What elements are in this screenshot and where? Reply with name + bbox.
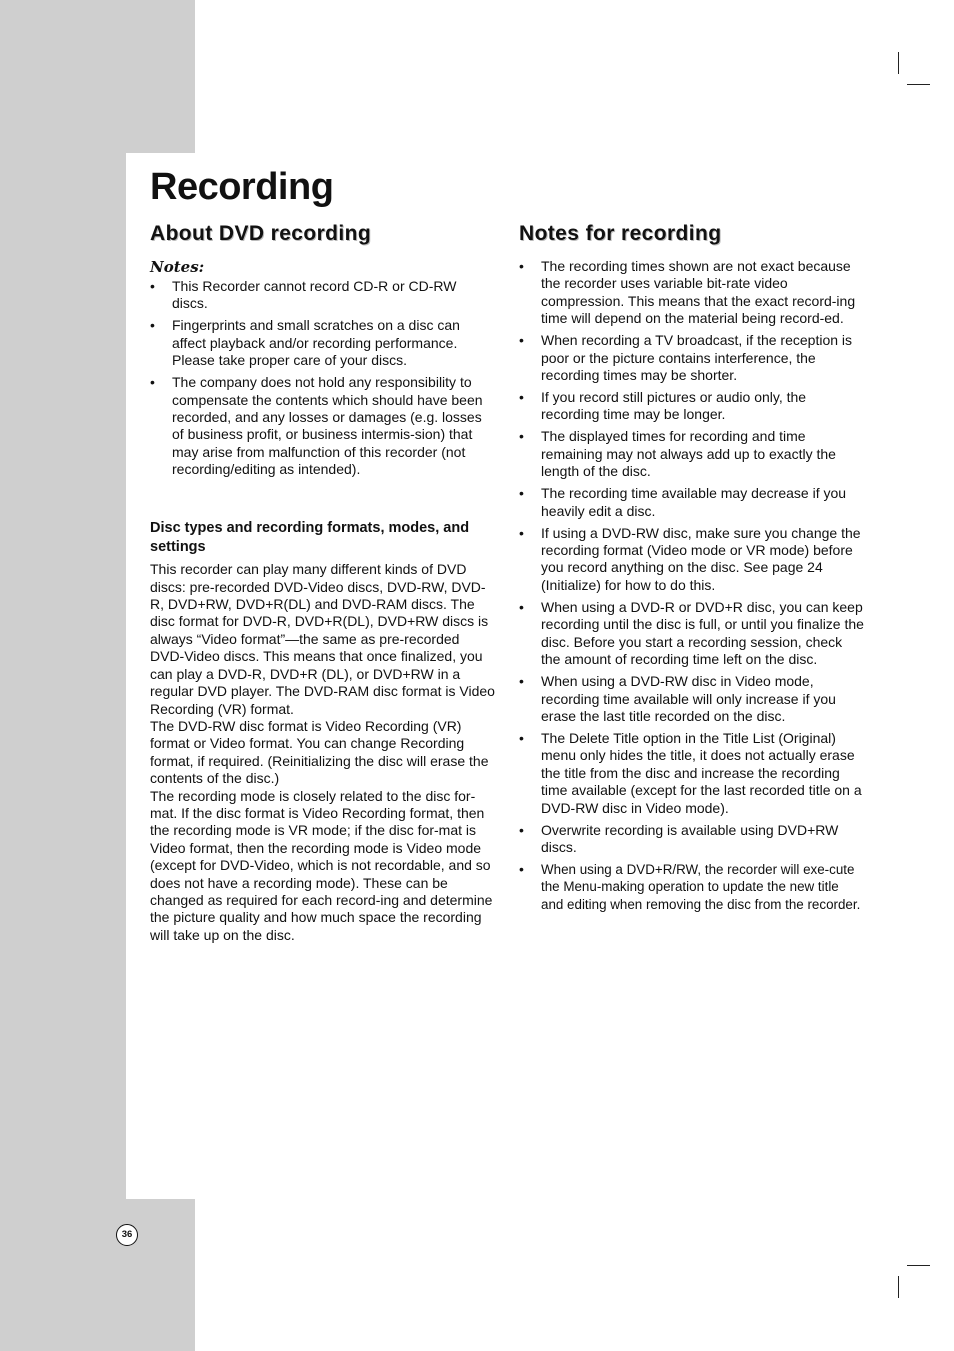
recording-note-item: • When using a DVD-R or DVD+R disc, you can keep recording until the disc is full, or until you finalize the disc. Before you start a recording session, check the amount of recording time left on the disc. bbox=[519, 599, 864, 669]
recording-notes-list bbox=[519, 258, 864, 913]
margin-band-left bbox=[0, 153, 126, 1199]
recording-note-item: • The recording time available may decrease if you heavily edit a disc. bbox=[519, 485, 864, 520]
recording-note-item: • If using a DVD-RW disc, make sure you change the recording format (Video mode or VR mode) before you record anything on the disc. See page 24 (Initialize) for how to do this. bbox=[519, 525, 864, 595]
recording-note-item: • If you record still pictures or audio only, the recording time may be longer. bbox=[519, 389, 864, 424]
recording-note-item: • The Delete Title option in the Title List (Original) menu only hides the title, it does not actually erase the title from the disc and increase the recording time available (except for the last recorded title on a DVD-RW disc in Video mode). bbox=[519, 730, 864, 817]
recording-note-item: • When using a DVD+R/RW, the recorder will exe-cute the Menu-making operation to update the new title and editing when removing the disc from the recorder. bbox=[519, 861, 864, 913]
crop-mark-bottom-vertical bbox=[898, 1276, 899, 1298]
recording-note-item: • When using a DVD-RW disc in Video mode, recording time available will only increase if you erase the last title recorded on the disc. bbox=[519, 673, 864, 725]
body-paragraph: This recorder can play many different kinds of DVD discs: pre-recorded DVD-Video discs, DVD-RW, DVD-R, DVD+RW, DVD+R(DL) and DVD-RAM discs. The disc format for DVD-R, DVD+R(DL), DVD+RW discs is always “Video format”—the same as pre-recorded DVD-Video discs. This means that once finalized, you can play a DVD-R, DVD+R (DL), or DVD+RW in a regular DVD player. The DVD-RAM disc format is Video Recording (VR) format. bbox=[150, 561, 495, 717]
recording-note-item: • Overwrite recording is available using DVD+RW discs. bbox=[519, 822, 864, 857]
recording-note-item: • When recording a TV broadcast, if the reception is poor or the picture contains interference, the recording times may be shorter. bbox=[519, 332, 864, 384]
recording-note-item: • The displayed times for recording and time remaining may not always add up to exactly the length of the disc. bbox=[519, 428, 864, 480]
disc-types-body bbox=[150, 561, 495, 944]
page-number: 36 bbox=[116, 1224, 138, 1246]
disc-types-subheading: Disc types and recording formats, modes, and settings bbox=[150, 520, 470, 556]
notes-for-recording-heading: Notes for recording bbox=[519, 222, 722, 245]
page-title: Recording bbox=[150, 166, 334, 208]
about-dvd-recording-section bbox=[150, 222, 495, 944]
body-paragraph: The recording mode is closely related to the disc for-mat. If the disc format is Video Recording format, then the recording mode is VR mode; if the disc for-mat is Video format, then the recording mode is Video mode (except for DVD-Video, which is not recordable, and so does not have a recording mode). These can be changed as required for each record-ing and determine the picture quality and how much space the recording will take up on the disc. bbox=[150, 787, 493, 943]
crop-mark-top-horizontal bbox=[907, 84, 930, 85]
recording-note-item: • The recording times shown are not exact because the recorder uses variable bit-rate video compression. This means that the exact record-ing time will depend on the material being record-ed. bbox=[519, 258, 864, 328]
note-item: • The company does not hold any responsibility to compensate the contents which should have been recorded, and any losses or damages (e.g. losses of business profit, or business intermis-sion) that may arise from malfunction of this recorder (not recording/editing as intended). bbox=[150, 374, 495, 478]
about-dvd-recording-heading: About DVD recording bbox=[150, 222, 372, 245]
margin-band-bottom bbox=[0, 1199, 195, 1351]
crop-mark-top-vertical bbox=[898, 52, 899, 74]
margin-band-top bbox=[0, 0, 195, 153]
body-paragraph: The DVD-RW disc format is Video Recording (VR) format or Video format. You can change Recording format, if required. (Reinitializing the disc will erase the contents of the disc.) bbox=[150, 717, 489, 787]
note-item: • This Recorder cannot record CD-R or CD-RW discs. bbox=[150, 278, 495, 313]
crop-mark-bottom-horizontal bbox=[907, 1265, 930, 1266]
notes-for-recording-section bbox=[519, 222, 864, 918]
note-item: • Fingerprints and small scratches on a disc can affect playback and/or recording performance. Please take proper care of your discs. bbox=[150, 317, 495, 369]
notes-list bbox=[150, 278, 495, 479]
notes-label: Notes: bbox=[150, 258, 205, 276]
